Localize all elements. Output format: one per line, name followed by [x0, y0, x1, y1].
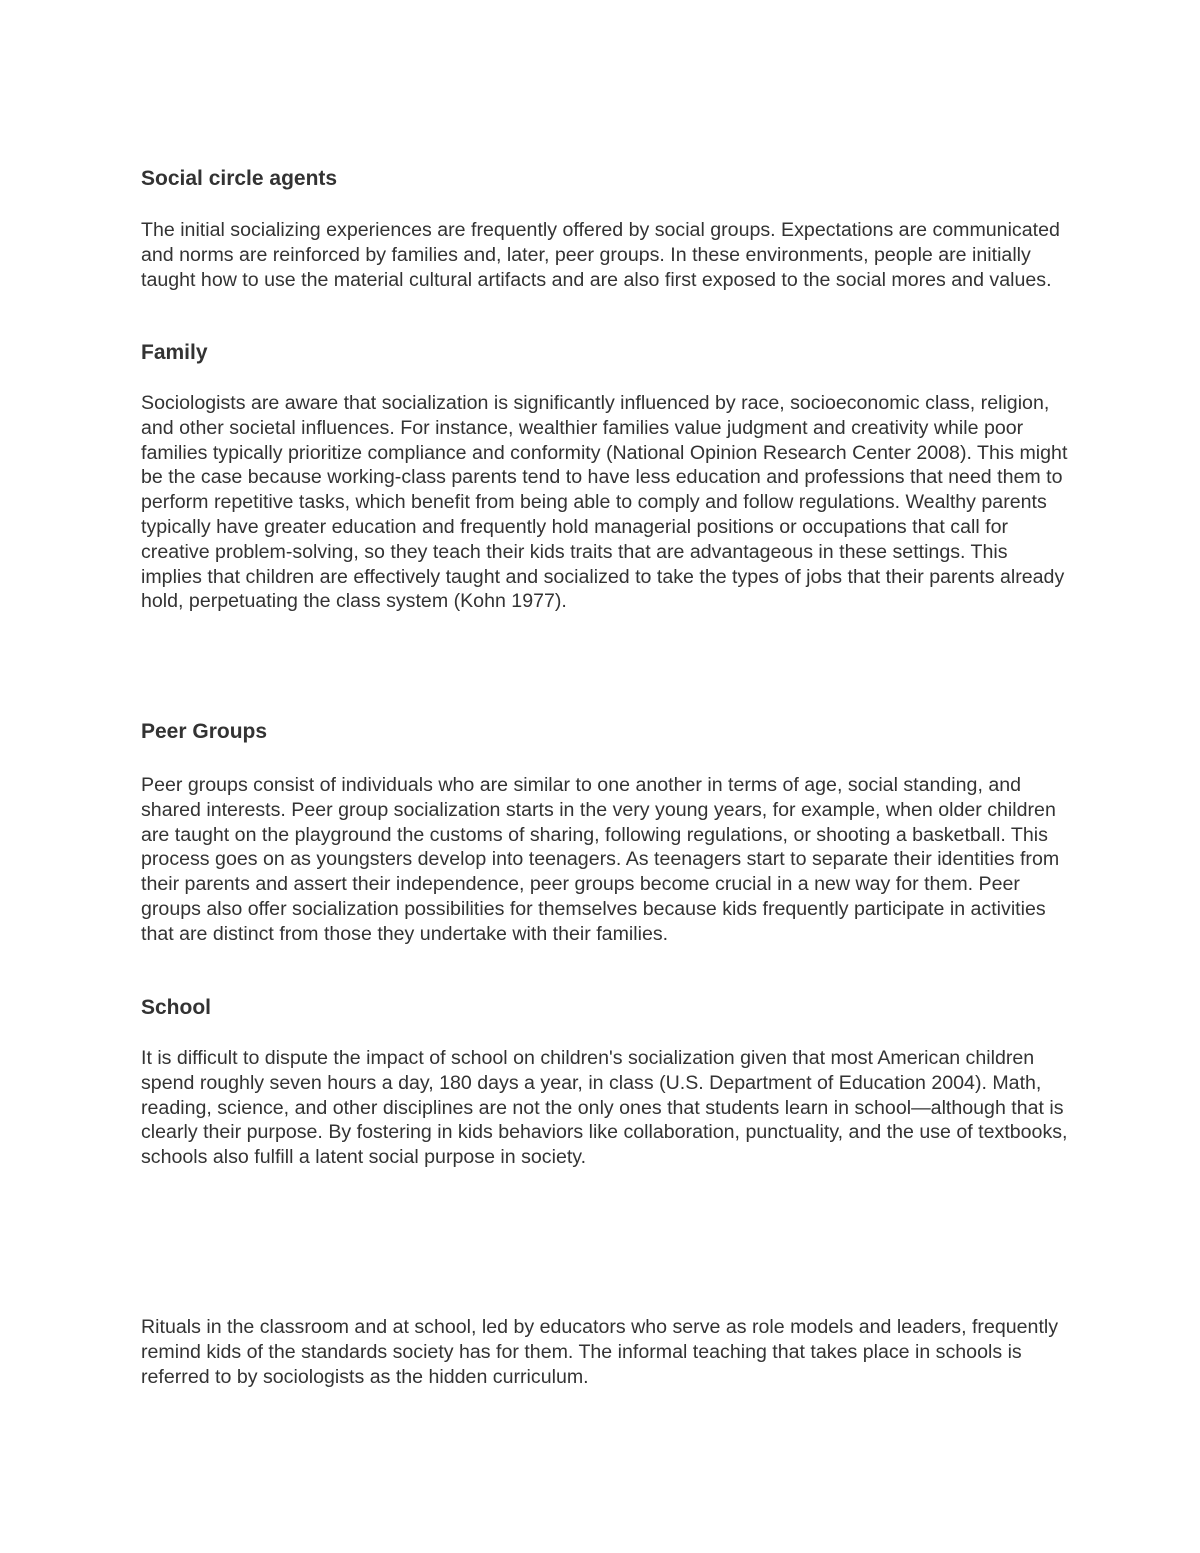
paragraph-peer-groups: Peer groups consist of individuals who are similar to one another in terms of age, social standing, and shared interests. Peer group socialization starts in the very young years, for example, when older children are taught on the playground the customs of sharing, following regulations, or shooting a basketball. This process goes on as youngsters develop into teenagers. As teenagers start to separate their identities from their parents and assert their independence, peer groups become crucial in a new way for them. Peer groups also offer socialization possibilities for themselves because kids frequently participate in activities that are distinct from those they undertake with their families. [141, 774, 1060, 945]
heading-peer-groups: Peer Groups [141, 720, 268, 743]
paragraph-school-1: It is difficult to dispute the impact of school on children's socialization given that most American children spend roughly seven hours a day, 180 days a year, in class (U.S. Department of Education 2004). Math, reading, science, and other disciplines are not the only ones that students learn in school—although that is clearly their purpose. By fostering in kids behaviors like collaboration, punctuality, and the use of textbooks, schools also fulfill a latent social purpose in society. [141, 1047, 1068, 1169]
paragraph-social-circle-agents: The initial socializing experiences are frequently offered by social groups. Expectations are communicated and norms are reinforced by families and, later, peer groups. In these environments, people are initially taught how to use the material cultural artifacts and are also first exposed to the social mores and values. [141, 219, 1060, 291]
paragraph-family: Sociologists are aware that socialization is significantly influenced by race, socioeconomic class, religion, and other societal influences. For instance, wealthier families value judgment and creativity while poor families typically prioritize compliance and conformity (National Opinion Research Center 2008). This might be the case because working-class parents tend to have less education and professions that need them to perform repetitive tasks, which benefit from being able to comply and follow regulations. Wealthy parents typically have greater education and frequently hold managerial positions or occupations that call for creative problem-solving, so they teach their kids traits that are advantageous in these settings. This implies that children are effectively taught and socialized to take the types of jobs that their parents already hold, perpetuating the class system (Kohn 1977). [141, 392, 1068, 613]
heading-school: School [141, 996, 212, 1019]
heading-social-circle-agents: Social circle agents [141, 167, 338, 190]
heading-family: Family [141, 341, 208, 364]
paragraph-school-2: Rituals in the classroom and at school, led by educators who serve as role models and leaders, frequently remind kids of the standards society has for them. The informal teaching that takes place in schools is referred to by sociologists as the hidden curriculum. [141, 1316, 1059, 1388]
